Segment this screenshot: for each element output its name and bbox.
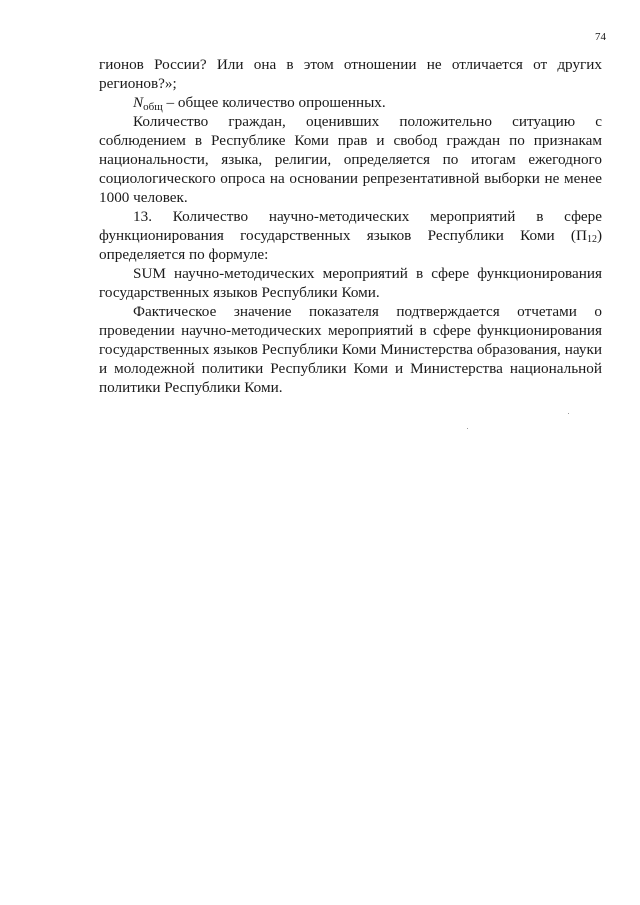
- paragraph-item-13: 13. Количество научно-методических мероприятий в сфере функционирования государственных языков Республики Коми $(П_{12})$ определяется по формуле:: [99, 208, 602, 263]
- notation-symbol: $N_{общ}$: [133, 94, 163, 113]
- notation-definition: – общее количество опрошенных.: [162, 94, 386, 111]
- paragraph-continuation: гионов России? Или она в этом отношении не отличается от других регионов?»;: [99, 56, 602, 92]
- indicator-subscript: 12: [586, 234, 597, 245]
- notation-subscript: общ: [143, 101, 163, 113]
- scan-speck: [467, 428, 468, 429]
- scan-speck: [568, 413, 569, 414]
- paragraph-citizens-count: Количество граждан, оценивших положительно ситуацию с соблюдением в Республике Коми прав и свобод граждан по признакам национальности, языка, религии, определяется по итогам ежегодного социологического опроса на основании репрезентативной выборки не менее 1000 человек.: [99, 113, 602, 206]
- paragraph-confirmation: Фактическое значение показателя подтверждается отчетами о проведении научно-методических мероприятий в сфере функционирования государственных языков Республики Коми Министерства образования, науки и молодежной политики Республики Коми и Министерства национальной политики Республики Коми.: [99, 303, 602, 396]
- page-number: 74: [595, 31, 606, 43]
- paragraph-formula: SUM научно-методических мероприятий в сфере функционирования государственных языков Республики Коми.: [99, 265, 602, 301]
- body-text: [99, 55, 602, 397]
- paragraph-notation: [99, 93, 602, 112]
